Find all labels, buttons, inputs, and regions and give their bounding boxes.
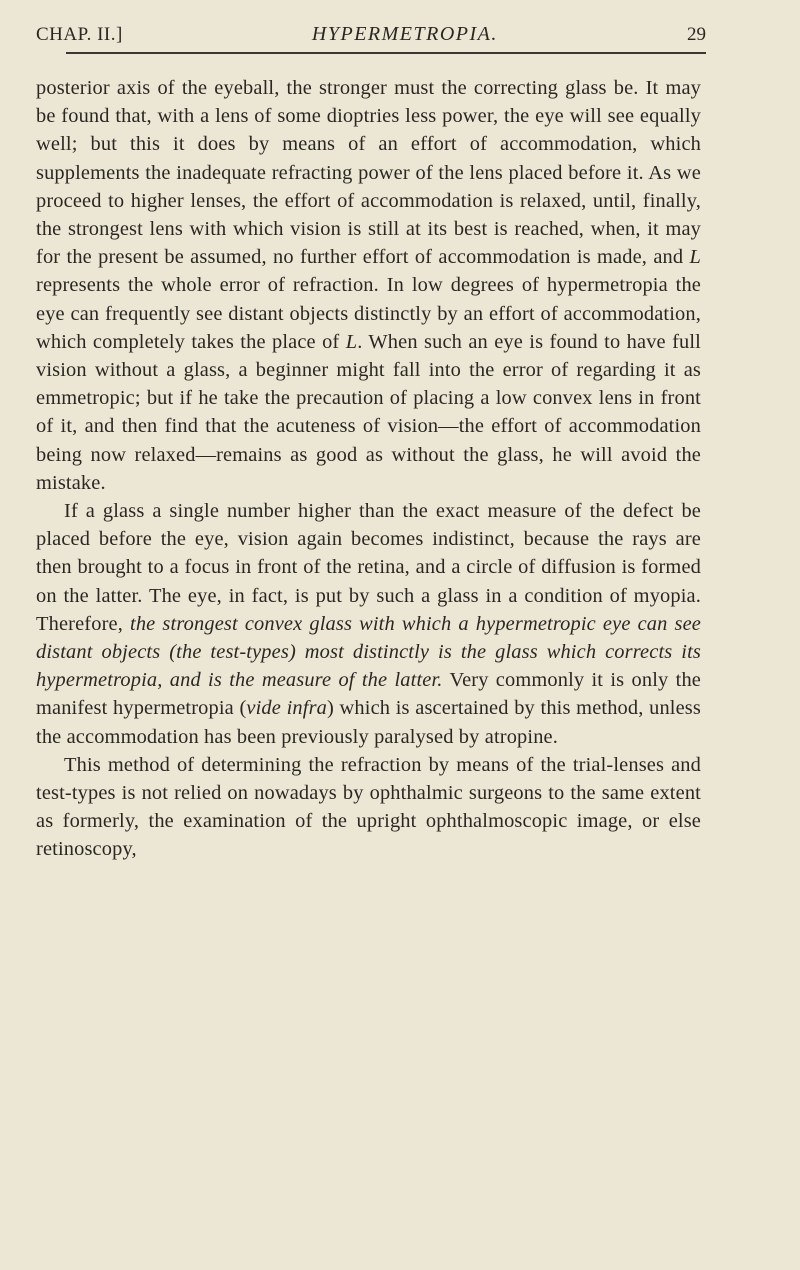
paragraph: [36, 74, 701, 497]
text-run: If a glass a single number higher than the exact measure of the defect be placed before the eye, vision again becomes indistinct, because the rays are then brought to a focus in front of the retina, and a circle of diffusion is formed on the latter. The eye, in fact, is put by such a glass in a condition of myopia. Therefore,: [36, 500, 701, 635]
text-run: Very commonly it is only the manifest hypermetropia (: [36, 669, 701, 720]
italic-text: L: [689, 246, 701, 269]
paragraph: [36, 497, 701, 751]
page-number: 29: [686, 24, 706, 45]
running-title: HYPERMETROPIA.: [311, 23, 498, 45]
italic-text: L: [345, 330, 358, 353]
italic-text: the strongest convex glass with which a hypermetropic eye can see distant objects (the test-types) most distinctly is the glass which corrects its hypermetropia, and is the measure of the latter.: [36, 612, 701, 692]
text-run: . When such an eye is found to have full vision without a glass, a beginner might fall into the error of regarding it as emmetropic; but if he take the precaution of placing a low convex lens in front of it, and then find that the acuteness of vision—the effort of accommodation being now relaxed—remains as good as without the glass, he will avoid the mistake.: [36, 330, 701, 494]
text-run: This method of determining the refraction by means of the trial-lenses and test-types is not relied on nowadays by ophthalmic surgeons to the same extent as formerly, the examination of the upright ophthalmoscopic image, or else retinoscopy,: [36, 753, 701, 861]
paragraph: [36, 751, 701, 864]
header-rule: [66, 52, 706, 54]
italic-text: vide infra: [246, 697, 327, 720]
body-text: [36, 74, 701, 864]
running-head: [36, 0, 706, 50]
text-run: ) which is ascertained by this method, unless the accommodation has been previously paralysed by atropine.: [36, 697, 701, 748]
chapter-label: CHAP. II.]: [36, 24, 123, 45]
text-run: represents the whole error of refraction. In low degrees of hypermetropia the eye can frequently see distant objects distinctly by an effort of accommodation, which completely takes the place of: [36, 274, 701, 353]
text-run: posterior axis of the eyeball, the stronger must the correcting glass be. It may be found that, with a lens of some dioptries less power, the eye will see equally well; but this it does by means of an effort of accommodation, which supplements the inadequate refracting power of the lens placed before it. As we proceed to higher lenses, the effort of accommodation is relaxed, until, finally, the strongest lens with which vision is still at its best is reached, when, it may for the present be assumed, no further effort of accommodation is made, and: [36, 77, 701, 269]
